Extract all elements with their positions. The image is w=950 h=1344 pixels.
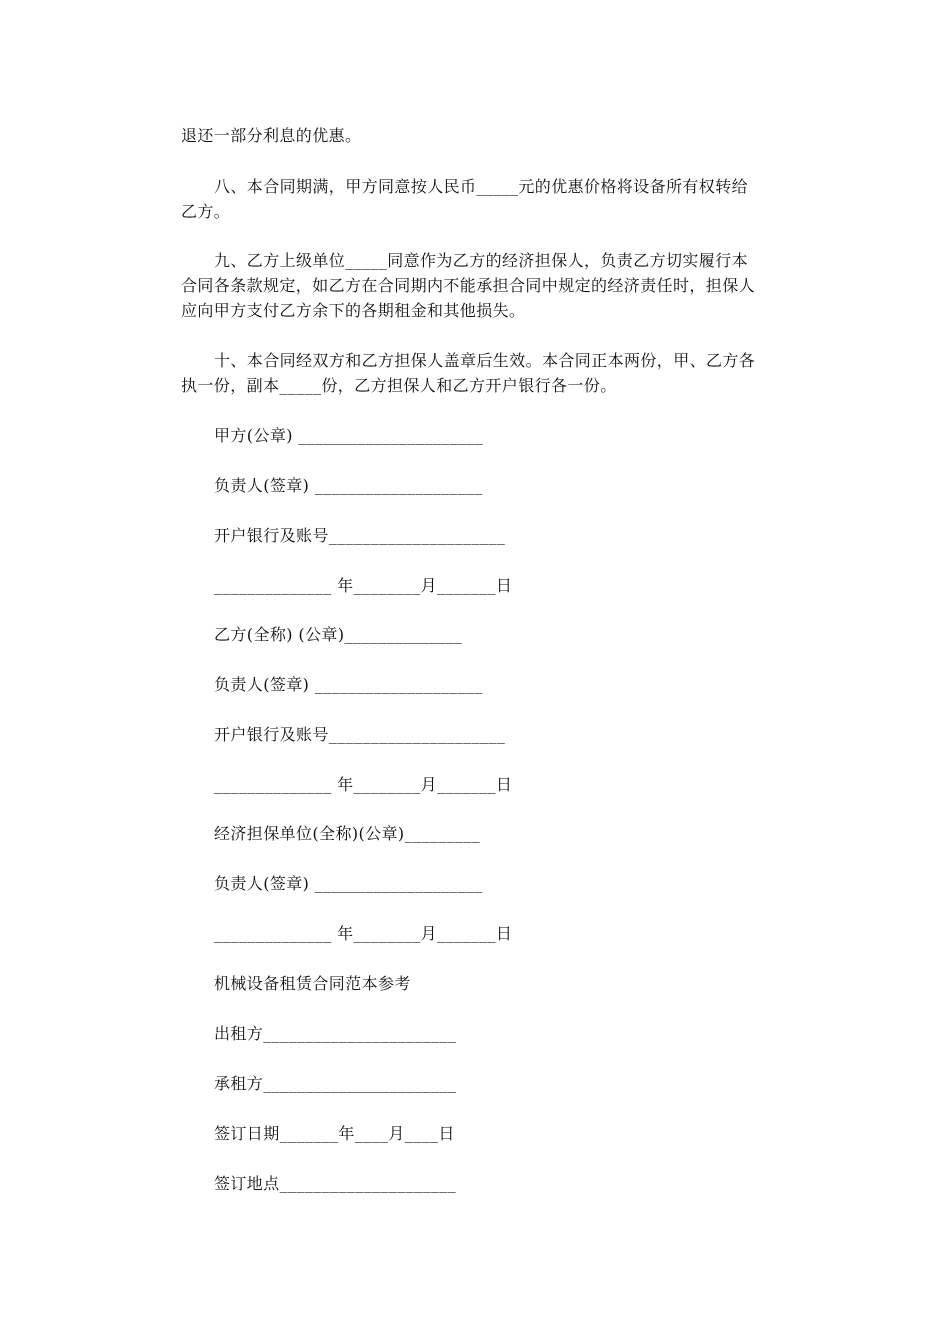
paragraph-7-tail: 退还一部分利息的优惠。: [181, 126, 362, 145]
paragraph-10-line-2: 执一份，副本_____份，乙方担保人和乙方开户银行各一份。: [181, 376, 617, 395]
paragraph-9-line-2: 合同各条款规定，如乙方在合同期内不能承担合同中规定的经济责任时，担保人: [181, 276, 756, 295]
lessor-line: 出租方_______________________: [214, 1024, 457, 1043]
guarantor-responsible-line: 负责人(签章) ____________________: [214, 874, 483, 893]
guarantor-seal-line: 经济担保单位(全称)(公章)_________: [214, 824, 481, 843]
paragraph-9-line-3: 应向甲方支付乙方余下的各期租金和其他损失。: [181, 301, 526, 320]
party-b-responsible-line: 负责人(签章) ____________________: [214, 675, 483, 694]
paragraph-9-line-1: 九、乙方上级单位_____同意作为乙方的经济担保人，负责乙方切实履行本: [214, 251, 749, 270]
guarantor-date-line: ______________ 年________月_______日: [214, 924, 513, 943]
paragraph-8-line-1: 八、本合同期满，甲方同意按人民币_____元的优惠价格将设备所有权转给: [214, 177, 749, 196]
party-a-date-line: ______________ 年________月_______日: [214, 576, 513, 595]
sign-place-line: 签订地点_____________________: [214, 1174, 456, 1193]
party-b-date-line: ______________ 年________月_______日: [214, 775, 513, 794]
party-a-responsible-line: 负责人(签章) ____________________: [214, 476, 483, 495]
template-title: 机械设备租赁合同范本参考: [214, 974, 411, 993]
party-b-bank-line: 开户银行及账号_____________________: [214, 725, 506, 744]
paragraph-10-line-1: 十、本合同经双方和乙方担保人盖章后生效。本合同正本两份，甲、乙方各: [214, 351, 756, 370]
lessee-line: 承租方_______________________: [214, 1074, 457, 1093]
party-a-bank-line: 开户银行及账号_____________________: [214, 526, 506, 545]
paragraph-8-line-2: 乙方。: [181, 202, 231, 221]
sign-date-line: 签订日期_______年____月____日: [214, 1124, 455, 1143]
party-a-seal-line: 甲方(公章) ______________________: [214, 426, 484, 445]
party-b-seal-line: 乙方(全称) (公章)______________: [214, 625, 463, 644]
